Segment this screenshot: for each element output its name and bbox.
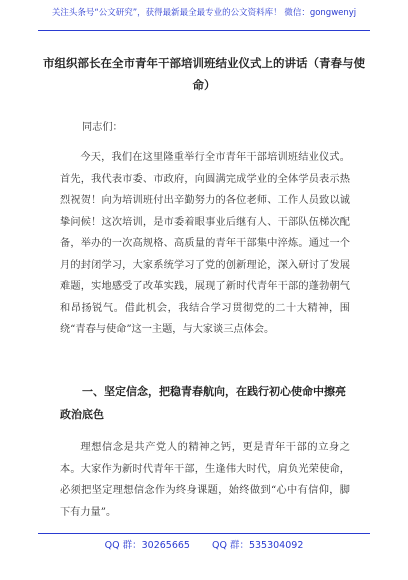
paragraph-section-1: 理想信念是共产党人的精神之钙，更是青年干部的立身之本。大家作为新时代青年干部，生逢伟大时代，肩负光荣使命，必须把坚定理想信念作为终身课题，始终做到“心中有信仰，脚下有力量”。 bbox=[60, 442, 350, 518]
paragraph-intro: 今天，我们在这里隆重举行全市青年干部培训班结业仪式。首先，我代表市委、市政府，向圆满完成学业的全体学员表示热烈祝贺！向为培训班付出辛勤努力的各位老师、工作人员致以诚挚问候！这次培训，是市委着眼事业后继有人、干部队伍梯次配备，举办的一次高规格、高质量的青年干部集中淬炼。通过一个月的封闭学习，大家系统学习了党的创新理论，深入研讨了发展难题，实地感受了改革实践，展现了新时代青年干部的蓬勃朝气和昂扬锐气。借此机会，我结合学习贯彻党的二十大精神，围绕“青春与使命”这一主题，与大家谈三点体会。 bbox=[60, 152, 350, 335]
footer-divider bbox=[38, 533, 370, 534]
section-heading-1: 一、坚定信念，把稳青春航向，在践行初心使命中擦亮政治底色 bbox=[60, 385, 346, 421]
page-header-promo: 关注头条号“公文研究”，获得最新最全最专业的公文资料库！ 微信：gongwenyj bbox=[51, 8, 357, 18]
header-divider bbox=[38, 30, 370, 31]
page-footer bbox=[0, 537, 408, 551]
document-title: 市组织部长在全市青年干部培训班结业仪式上的讲话（青春与使命） bbox=[43, 56, 365, 92]
salutation: 同志们： bbox=[82, 122, 123, 133]
footer-qq-group-1: QQ 群：30265665 bbox=[104, 540, 190, 551]
footer-qq-group-2: QQ 群：535304092 bbox=[211, 540, 304, 551]
